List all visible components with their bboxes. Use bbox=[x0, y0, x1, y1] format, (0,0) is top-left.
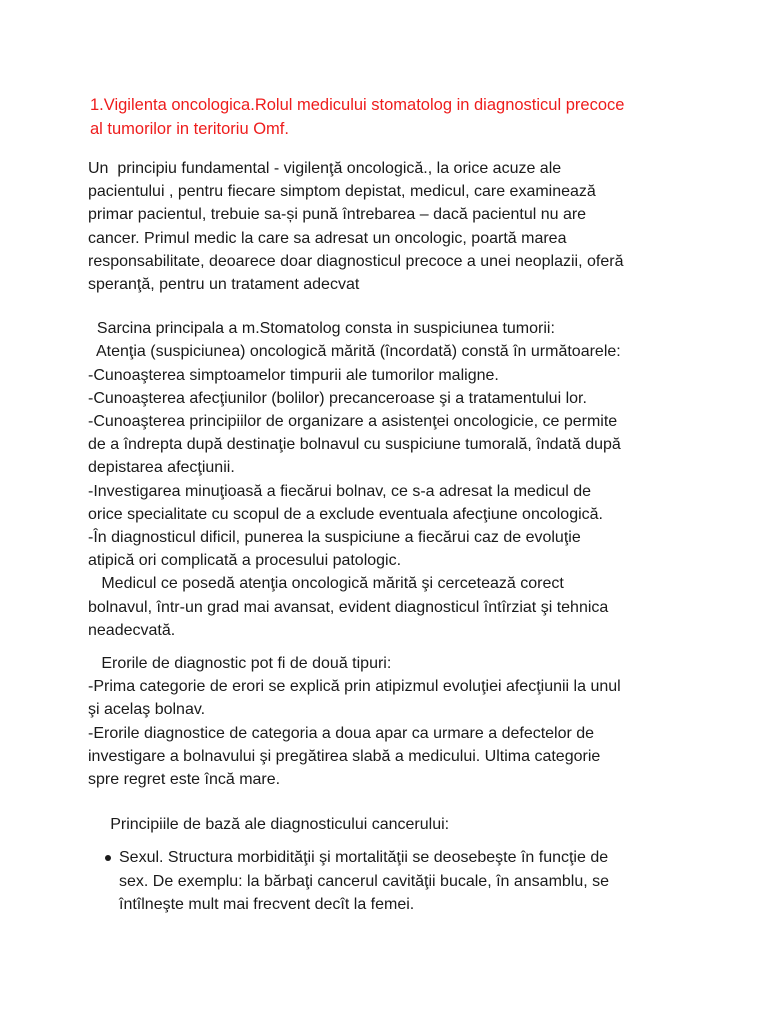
paragraph-tasks bbox=[88, 317, 688, 642]
text-line: şi acelaş bolnav. bbox=[88, 701, 206, 719]
text-line: Sexul. Structura morbidităţii şi mortalităţii se deosebeşte în funcţie de bbox=[119, 849, 609, 867]
text-line: primar pacientul, trebuie sa-și pună întrebarea – dacă pacientul nu are bbox=[88, 206, 587, 224]
text-line: spre regret este încă mare. bbox=[88, 771, 281, 789]
text-line: investigare a bolnavului şi pregătirea slabă a medicului. Ultima categorie bbox=[88, 747, 601, 765]
document-title bbox=[90, 93, 688, 141]
text-line: de a îndrepta după destinaţie bolnavul cu suspiciune tumorală, îndată după bbox=[88, 436, 621, 454]
text-line: -Investigarea minuţioasă a fiecărui bolnav, ce s-a adresat la medicul de bbox=[88, 482, 592, 500]
text-line: -În diagnosticul dificil, punerea la suspiciune a fiecărui caz de evoluţie bbox=[88, 529, 581, 547]
text-line: Sarcina principala a m.Stomatolog consta in suspiciunea tumorii: bbox=[88, 320, 555, 338]
text-line: atipică ori complicată a procesului patologic. bbox=[88, 552, 402, 570]
paragraph-errors bbox=[88, 652, 688, 791]
text-line: -Prima categorie de erori se explică prin atipizmul evoluţiei afecţiunii la unul bbox=[88, 678, 621, 696]
paragraph-principles bbox=[88, 813, 688, 836]
text-line: speranţă, pentru un tratament adecvat bbox=[88, 276, 360, 294]
text-line: -Cunoaşterea simptoamelor timpurii ale tumorilor maligne. bbox=[88, 366, 499, 384]
text-line: Un principiu fundamental - vigilenţă oncologică., la orice acuze ale bbox=[88, 160, 562, 177]
text-line: Principiile de bază ale diagnosticului cancerului: bbox=[88, 816, 450, 834]
text-line: neadecvată. bbox=[88, 621, 176, 639]
text-line: orice specialitate cu scopul de a exclude eventuala afecţiune oncologică. bbox=[88, 505, 603, 523]
text-line: sex. De exemplu: la bărbaţi cancerul cavităţii bucale, în ansamblu, se bbox=[119, 872, 610, 890]
text-line: -Cunoaşterea principiilor de organizare a asistenţei oncologicie, ce permite bbox=[88, 413, 618, 431]
text-line: -Erorile diagnostice de categoria a doua apar ca urmare a defectelor de bbox=[88, 724, 595, 742]
text-line: bolnavul, într-un grad mai avansat, evident diagnosticul întîrziat şi tehnica bbox=[88, 598, 609, 616]
text-line: Atenţia (suspiciunea) oncologică mărită (încordată) constă în următoarele: bbox=[88, 343, 621, 361]
title-line: 1.Vigilenta oncologica.Rolul medicului stomatolog in diagnosticul precoce bbox=[90, 96, 625, 114]
text-line: -Cunoaşterea afecţiunilor (bolilor) precanceroase şi a tratamentului lor. bbox=[88, 389, 587, 407]
text-line: responsabilitate, deoarece doar diagnosticul precoce a unei neoplazii, oferă bbox=[88, 252, 624, 270]
title-line: al tumorilor in teritoriu Omf. bbox=[90, 120, 289, 138]
paragraph-intro bbox=[88, 157, 688, 296]
document-page bbox=[88, 93, 688, 916]
text-line: Medicul ce posedă atenţia oncologică mărită şi cercetează corect bbox=[88, 575, 564, 593]
bullet-icon bbox=[105, 855, 111, 861]
bullet-list bbox=[88, 846, 688, 916]
text-line: depistarea afecţiunii. bbox=[88, 459, 235, 477]
text-line: Erorile de diagnostic pot fi de două tipuri: bbox=[88, 655, 392, 673]
text-line: întîlneşte mult mai frecvent decît la femei. bbox=[119, 895, 415, 913]
list-item bbox=[88, 846, 688, 916]
text-line: cancer. Primul medic la care sa adresat un oncologic, poartă marea bbox=[88, 229, 567, 247]
text-line: pacientului , pentru fiecare simptom depistat, medicul, care examinează bbox=[88, 183, 596, 201]
